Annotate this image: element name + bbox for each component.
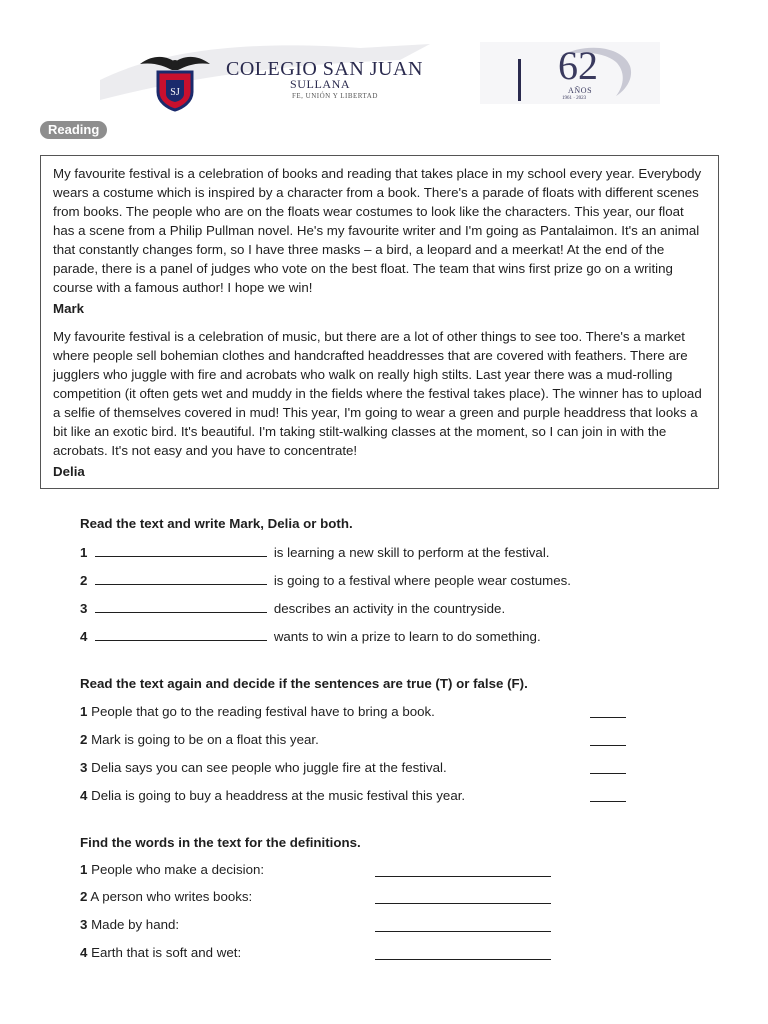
task1-item [80, 572, 571, 588]
task1-item-number: 3 [80, 601, 88, 616]
reading-paragraph-1: My favourite festival is a celebration of books and reading that takes place in my school every year. Everybody wears a costume which is inspired by a character from a book. There's a parade of floats with different scenes from books. The people who are on the floats wear costumes to look like the characters. This year, our float has a scene from a Philip Pullman novel. He's my favourite writer and I'm going as Pantalaimon. It's an animal that constantly changes form, so I have three masks – a bird, a leopard and a meerkat! At the end of the parade, there is a panel of judges who vote on the best float. The team that wins first prize go on a writing course with a famous author! I hope we win! [53, 166, 702, 295]
school-header [100, 40, 666, 106]
school-crest-icon [136, 50, 214, 112]
task2-item-number: 1 [80, 704, 88, 719]
task1-item-text: wants to win a prize to learn to do something. [273, 629, 541, 644]
school-name: COLEGIO SAN JUAN [226, 58, 423, 80]
task3-item-number: 3 [80, 917, 88, 932]
task2-item-text: Delia says you can see people who juggle fire at the festival. [91, 760, 447, 775]
task2-item [80, 732, 319, 747]
true-false-blank[interactable] [590, 787, 626, 802]
reading-text-box [40, 155, 719, 489]
task1-title: Read the text and write Mark, Delia or both. [80, 516, 353, 531]
section-tag-reading: Reading [40, 121, 107, 139]
task3-item [80, 945, 241, 960]
answer-blank[interactable] [95, 544, 267, 557]
task2-item [80, 788, 465, 803]
reading-paragraph-2: My favourite festival is a celebration of music, but there are a lot of other things to see too. There's a market where people sell bohemian clothes and handcrafted headdresses that are covered with feathers. There are jugglers who juggle with fire and acrobats who walk on really high stilts. Last year there was a mud-rolling competition (it often gets wet and muddy in the fields where the festival takes place). The winner has to upload a selfie of themselves covered in mud! This year, I'm going to wear a green and purple headdress that looks a bit like an exotic bird. It's beautiful. I'm taking stilt-walking classes at the moment, so I can join in with the acrobats. It's not easy and you have to concentrate! [53, 329, 702, 458]
task1-item-number: 4 [80, 629, 88, 644]
true-false-blank[interactable] [590, 759, 626, 774]
school-city: SULLANA [290, 77, 351, 91]
task2-item [80, 704, 435, 719]
task3-item-text: People who make a decision: [91, 862, 265, 877]
anniversary-badge [556, 43, 636, 106]
reading-author-1: Mark [53, 301, 85, 316]
task1-item [80, 600, 505, 616]
task2-item-text: Delia is going to buy a headdress at the music festival this year. [91, 788, 466, 803]
task2-item-text: Mark is going to be on a float this year. [91, 732, 319, 747]
header-divider [518, 59, 521, 101]
anniversary-number: 62 [558, 43, 598, 88]
task3-item-number: 2 [80, 889, 88, 904]
definition-blank[interactable] [375, 945, 551, 960]
task3-item [80, 889, 252, 904]
definition-blank[interactable] [375, 889, 551, 904]
task1-item-number: 1 [80, 545, 88, 560]
answer-blank[interactable] [95, 600, 267, 613]
answer-blank[interactable] [95, 572, 267, 585]
task1-item [80, 544, 549, 560]
task2-item [80, 760, 447, 775]
school-motto: FE, UNIÓN Y LIBERTAD [292, 92, 378, 100]
reading-author-2: Delia [53, 464, 85, 479]
task2-item-text: People that go to the reading festival have to bring a book. [91, 704, 435, 719]
definition-blank[interactable] [375, 862, 551, 877]
task3-item-text: Made by hand: [91, 917, 180, 932]
task3-item [80, 917, 179, 932]
definition-blank[interactable] [375, 917, 551, 932]
task3-item-number: 4 [80, 945, 88, 960]
task1-item-text: is learning a new skill to perform at the festival. [273, 545, 550, 560]
task3-item-text: A person who writes books: [90, 889, 253, 904]
task3-item [80, 862, 264, 877]
answer-blank[interactable] [95, 628, 267, 641]
task1-item-text: describes an activity in the countryside. [273, 601, 506, 616]
task3-title: Find the words in the text for the definitions. [80, 835, 361, 850]
task3-item-number: 1 [80, 862, 88, 877]
task2-title: Read the text again and decide if the sentences are true (T) or false (F). [80, 676, 528, 691]
task2-item-number: 2 [80, 732, 88, 747]
true-false-blank[interactable] [590, 731, 626, 746]
true-false-blank[interactable] [590, 703, 626, 718]
anniversary-label: AÑOS [568, 86, 593, 95]
task1-item [80, 628, 541, 644]
task2-item-number: 4 [80, 788, 88, 803]
anniversary-years: 1961 · 2023 [562, 96, 587, 101]
task2-item-number: 3 [80, 760, 88, 775]
task1-item-number: 2 [80, 573, 88, 588]
task1-item-text: is going to a festival where people wear costumes. [273, 573, 571, 588]
task3-item-text: Earth that is soft and wet: [91, 945, 242, 960]
svg-text:SJ: SJ [170, 87, 180, 98]
